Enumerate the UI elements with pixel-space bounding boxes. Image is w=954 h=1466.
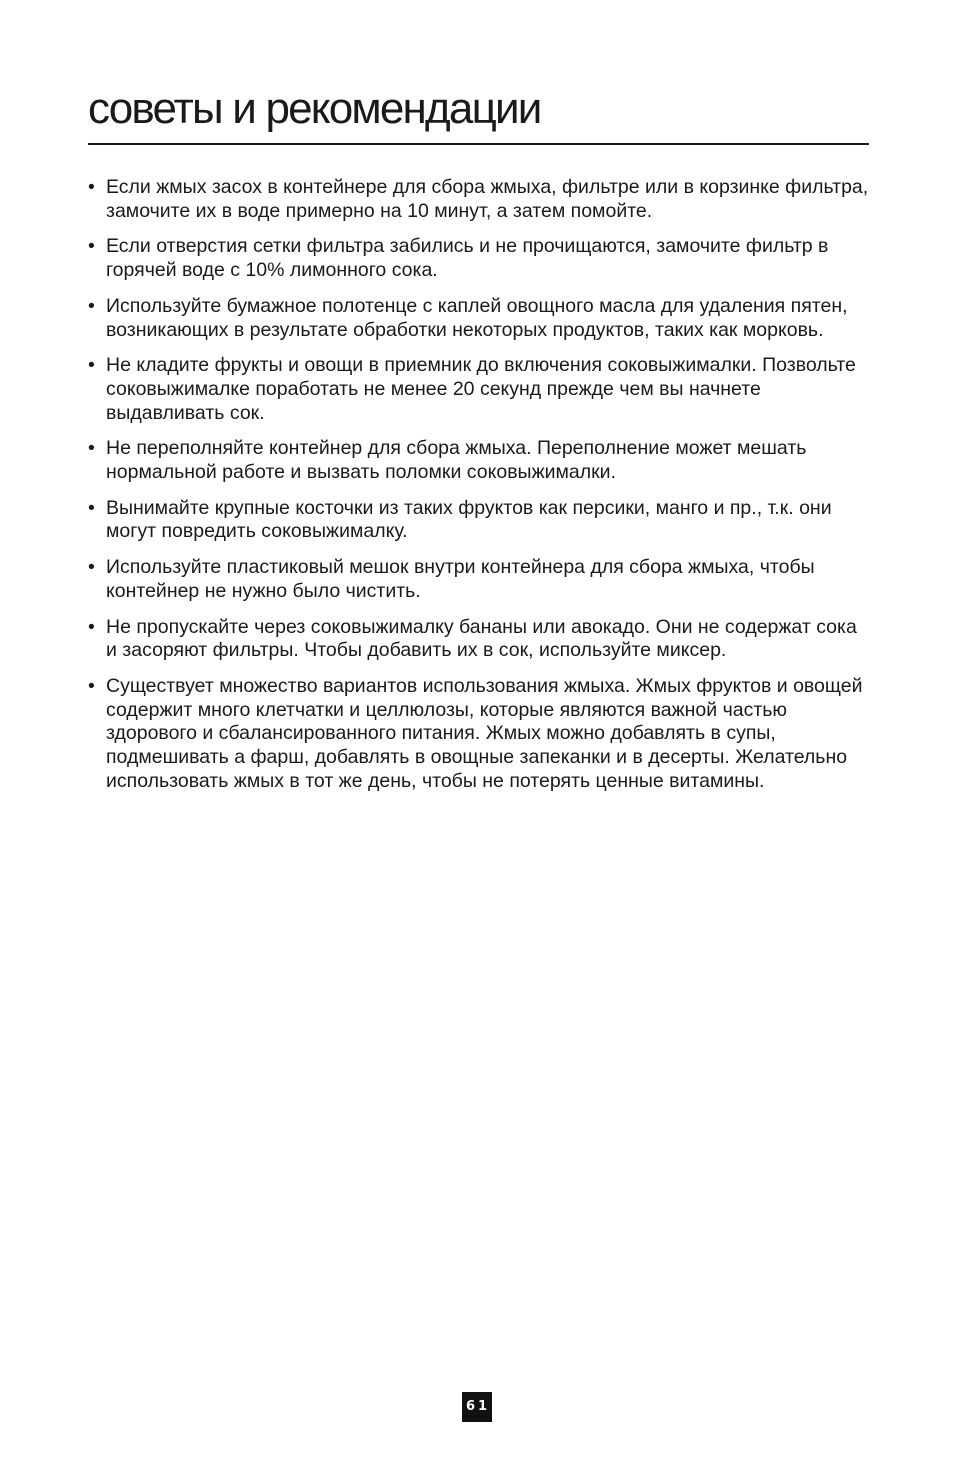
tips-list bbox=[88, 176, 869, 805]
title-divider bbox=[88, 143, 869, 145]
tip-text: Не кладите фрукты и овощи в приемник до включения соковыжималки. Позвольте соковыжималке поработать не менее 20 секунд прежде чем вы начнете выдавливать сок. bbox=[106, 354, 856, 424]
bullet-icon: • bbox=[88, 674, 95, 697]
bullet-icon: • bbox=[88, 496, 95, 519]
tip-item bbox=[88, 497, 869, 544]
bullet-icon: • bbox=[88, 437, 95, 460]
tip-item bbox=[88, 437, 869, 484]
tip-text: Если отверстия сетки фильтра забились и не прочищаются, замочите фильтр в горячей воде с 10% лимонного сока. bbox=[106, 235, 829, 282]
tip-text: Существует множество вариантов использования жмыха. Жмых фруктов и овощей содержит много клетчатки и целлюлозы, которые являются важной частью здорового и сбалансированного питания. Жмых можно добавлять в супы, подмешивать а фарш, добавлять в овощные запеканки и в десерты. Желательно использовать жмых в тот же день, чтобы не потерять ценные витамины. bbox=[106, 674, 863, 792]
bullet-icon: • bbox=[88, 176, 95, 198]
tip-item bbox=[88, 295, 869, 342]
bullet-icon: • bbox=[88, 556, 95, 579]
tip-item bbox=[88, 354, 869, 425]
tip-item bbox=[88, 675, 869, 794]
tip-item bbox=[88, 235, 869, 282]
tip-text: Не пропускайте через соковыжималку бананы или авокадо. Они не содержат сока и засоряют фильтры. Чтобы добавить их в сок, используйте миксер. bbox=[106, 615, 857, 662]
tip-item bbox=[88, 556, 869, 603]
tip-text: Используйте пластиковый мешок внутри контейнера для сбора жмыха, чтобы контейнер не нужно было чистить. bbox=[106, 556, 815, 602]
bullet-icon: • bbox=[88, 235, 95, 258]
tip-text: Вынимайте крупные косточки из таких фруктов как персики, манго и пр., т.к. они могут повредить соковыжималку. bbox=[106, 496, 832, 543]
page-title: советы и рекомендации bbox=[88, 84, 541, 133]
tip-item bbox=[88, 616, 869, 663]
tip-text: Используйте бумажное полотенце с каплей овощного масла для удаления пятен, возникающих в результате обработки некоторых продуктов, таких как морковь. bbox=[106, 294, 848, 341]
tip-text: Не переполняйте контейнер для сбора жмыха. Переполнение может мешать нормальной работе и вызвать поломки соковыжималки. bbox=[106, 437, 807, 484]
tip-item bbox=[88, 176, 869, 223]
bullet-icon: • bbox=[88, 294, 95, 317]
bullet-icon: • bbox=[88, 354, 95, 377]
tip-text: Если жмых засох в контейнере для сбора жмыха, фильтре или в корзинке фильтра, замочите их в воде примерно на 10 минут, а затем помойте. bbox=[106, 176, 869, 222]
bullet-icon: • bbox=[88, 615, 95, 638]
manual-page bbox=[88, 0, 869, 1466]
page-number-badge: 61 bbox=[462, 1392, 492, 1422]
